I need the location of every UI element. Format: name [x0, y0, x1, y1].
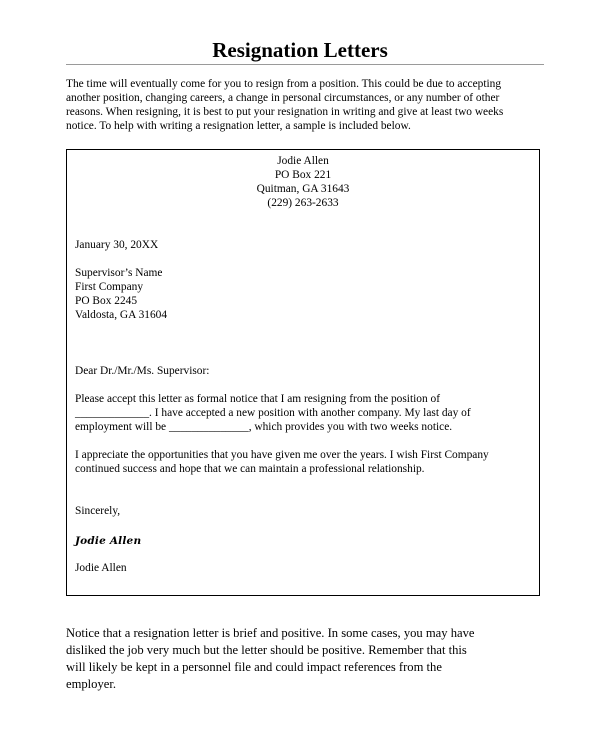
paragraph-line: Please accept this letter as formal notice that I am resigning from the position of — [75, 393, 441, 405]
recipient-address-block — [75, 266, 167, 322]
letter-date: January 30, 20XX — [75, 239, 159, 251]
sender-address-block — [67, 154, 539, 210]
letter-paragraph-2 — [75, 448, 489, 476]
paragraph-line: employment will be ______________, which provides you with two weeks notice. — [75, 421, 453, 433]
paragraph-line: continued success and hope that we can maintain a professional relationship. — [75, 463, 425, 475]
notice-line: Notice that a resignation letter is brief and positive. In some cases, you may have — [66, 626, 475, 640]
intro-line: reasons. When resigning, it is best to put your resignation in writing and give at least two weeks — [66, 106, 504, 118]
typed-name: Jodie Allen — [75, 562, 127, 574]
notice-line: employer. — [66, 677, 117, 691]
recipient-address-line-2: Valdosta, GA 31604 — [75, 309, 168, 321]
handwritten-signature: Jodie Allen — [75, 535, 142, 547]
intro-line: The time will eventually come for you to resign from a position. This could be due to accepting — [66, 78, 502, 90]
intro-line: another position, changing careers, a change in personal circumstances, or any number of other — [66, 92, 500, 104]
notice-line: disliked the job very much but the letter should be positive. Remember that this — [66, 643, 467, 657]
recipient-address-line-1: PO Box 2245 — [75, 295, 138, 307]
letter-salutation: Dear Dr./Mr./Ms. Supervisor: — [75, 365, 210, 377]
sender-address-line-1: PO Box 221 — [274, 169, 332, 181]
sender-phone: (229) 263-2633 — [267, 197, 339, 209]
title-divider — [66, 64, 544, 65]
page-title: Resignation Letters — [212, 38, 388, 62]
paragraph-line: _____________. I have accepted a new position with another company. My last day of — [75, 407, 471, 419]
sender-address-line-2: Quitman, GA 31643 — [256, 183, 350, 195]
letter-closing: Sincerely, — [75, 505, 121, 517]
letter-paragraph-1 — [75, 392, 471, 434]
notice-paragraph — [66, 625, 546, 693]
notice-line: will likely be kept in a personnel file and could impact references from the — [66, 660, 442, 674]
recipient-title: Supervisor’s Name — [75, 267, 163, 279]
recipient-company: First Company — [75, 281, 144, 293]
paragraph-line: I appreciate the opportunities that you have given me over the years. I wish First Company — [75, 449, 489, 461]
sample-letter-box — [66, 149, 540, 596]
sender-name: Jodie Allen — [277, 155, 329, 167]
intro-line: notice. To help with writing a resignation letter, a sample is included below. — [66, 120, 411, 132]
intro-paragraph — [66, 77, 546, 133]
